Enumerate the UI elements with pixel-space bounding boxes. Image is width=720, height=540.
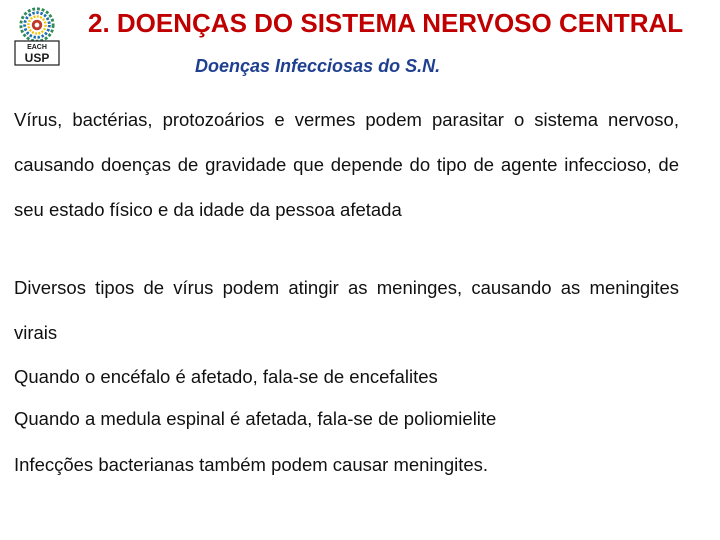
page-title: 2. DOENÇAS DO SISTEMA NERVOSO CENTRAL [88, 8, 684, 38]
each-usp-logo [14, 6, 60, 66]
paragraph-infectious-agents: Vírus, bactérias, protozoários e vermes podem parasitar o sistema nervoso, causando doenças de gravidade que depende do tipo de agente infeccioso, de seu estado físico e da idade da pessoa afetada [14, 109, 679, 220]
each-usp-wordmark [14, 40, 60, 66]
svg-text:USP: USP [24, 51, 50, 65]
text-line-bacterial-meningitis: Infecções bacterianas também podem causar meningites. [14, 454, 489, 475]
text-line-poliomyelitis: Quando a medula espinal é afetada, fala-se de poliomielite [14, 408, 497, 429]
gear-flower-emblem-icon [18, 6, 56, 44]
text-line-encephalitis: Quando o encéfalo é afetado, fala-se de encefalites [14, 366, 438, 387]
page-subtitle: Doenças Infecciosas do S.N. [195, 56, 441, 76]
svg-text:EACH: EACH [27, 44, 47, 51]
paragraph-viral-meningitis: Diversos tipos de vírus podem atingir as meninges, causando as meningites virais [14, 277, 679, 343]
